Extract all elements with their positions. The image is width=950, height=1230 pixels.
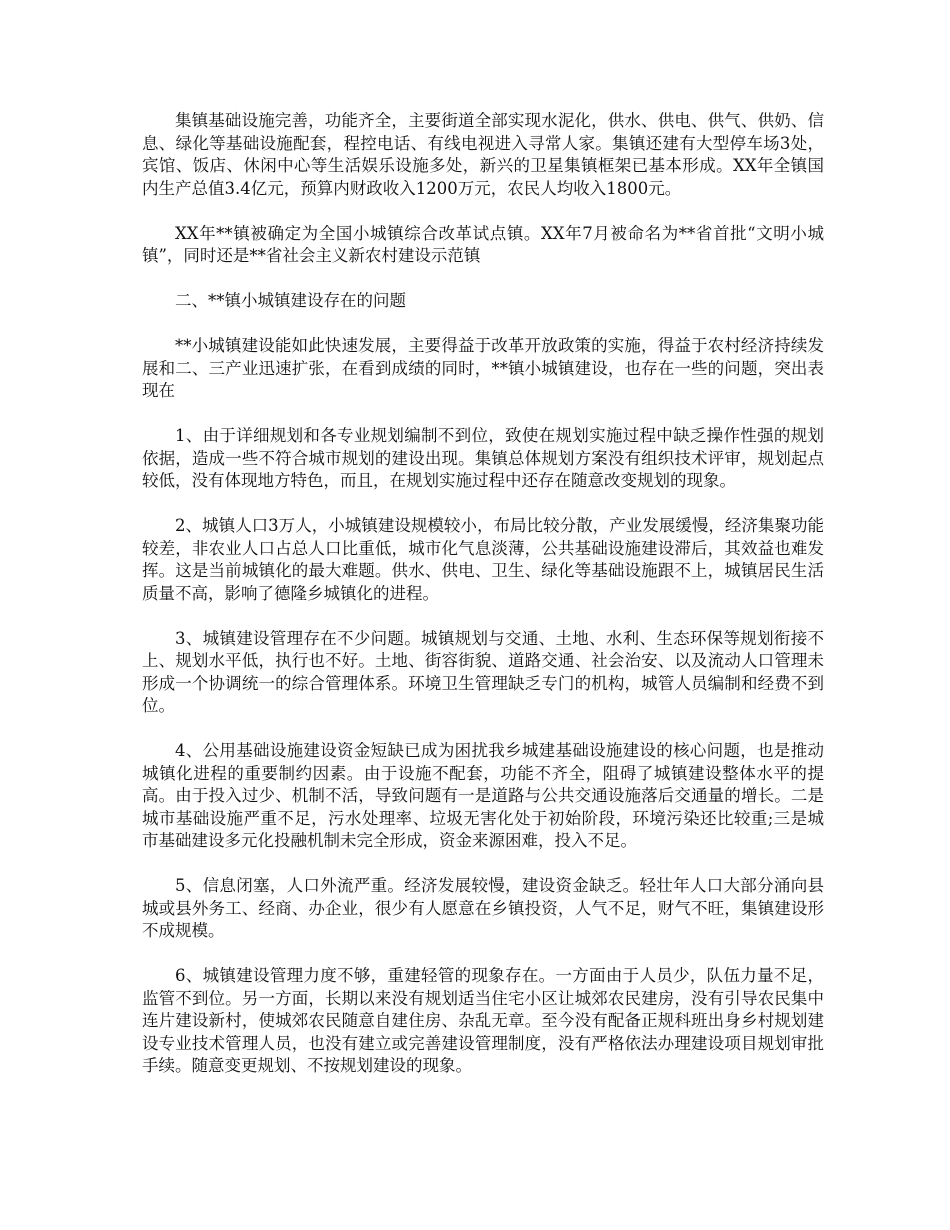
- paragraph-infrastructure: 集镇基础设施完善，功能齐全，主要街道全部实现水泥化，供水、供电、供气、供奶、信息、绿化等基础设施配套，程控电话、有线电视进入寻常人家。集镇还建有大型停车场3处，宾馆、饭店、休闲中心等生活娱乐设施多处，新兴的卫星集镇框架已基本形成。XX年全镇国内生产总值3.4亿元，预算内财政收入1200万元，农民人均收入1800元。: [142, 111, 824, 198]
- paragraph-problem-6: 6、城镇建设管理力度不够，重建轻管的现象存在。一方面由于人员少，队伍力量不足，监管不到位。另一方面，长期以来没有规划适当住宅小区让城郊农民建房，没有引导农民集中连片建设新村，使城郊农民随意自建住房、杂乱无章。至今没有配备正规科班出身乡村规划建设专业技术管理人员，也没有建立或完善建设管理制度，没有严格依法办理建设项目规划审批手续。随意变更规划、不按规划建设的现象。: [142, 966, 824, 1075]
- paragraph-problem-2: 2、城镇人口3万人，小城镇建设规模较小，布局比较分散，产业发展缓慢，经济集聚功能较差，非农业人口占总人口比重低，城市化气息淡薄，公共基础设施建设滞后，其效益也难发挥。这是当前城镇化的最大难题。供水、供电、卫生、绿化等基础设施跟不上，城镇居民生活质量不高，影响了德隆乡城镇化的进程。: [142, 516, 824, 603]
- paragraph-problem-1: 1、由于详细规划和各专业规划编制不到位，致使在规划实施过程中缺乏操作性强的规划依据，造成一些不符合城市规划的建设出现。集镇总体规划方案没有组织技术评审，规划起点较低，没有体现地方特色，而且，在规划实施过程中还存在随意改变规划的现象。: [142, 426, 824, 490]
- paragraph-intro-problems: **小城镇建设能如此快速发展，主要得益于改革开放政策的实施，得益于农村经济持续发展和二、三产业迅速扩张，在看到成绩的同时，**镇小城镇建设，也存在一些的问题，突出表现在: [142, 336, 824, 400]
- paragraph-problem-4: 4、公用基础设施建设资金短缺已成为困扰我乡城建基础设施建设的核心问题，也是推动城镇化进程的重要制约因素。由于设施不配套，功能不齐全，阻碍了城镇建设整体水平的提高。由于投入过少、机制不活，导致问题有一是道路与公共交通设施落后交通量的增长。二是城市基础设施严重不足，污水处理率、垃圾无害化处于初始阶段，环境污染还比较重;三是城市基础建设多元化投融机制未完全形成，资金来源困难，投入不足。: [142, 741, 824, 850]
- paragraph-problem-5: 5、信息闭塞，人口外流严重。经济发展较慢，建设资金缺乏。轻壮年人口大部分涌向县城或县外务工、经商、办企业，很少有人愿意在乡镇投资，人气不足，财气不旺，集镇建设形不成规模。: [142, 876, 824, 940]
- paragraph-pilot-town: XX年**镇被确定为全国小城镇综合改革试点镇。XX年7月被命名为**省首批“文明小城镇”，同时还是**省社会主义新农村建设示范镇: [142, 223, 824, 265]
- document-body: [142, 110, 824, 1100]
- section-heading-problems: 二、**镇小城镇建设存在的问题: [175, 291, 406, 310]
- paragraph-problem-3: 3、城镇建设管理存在不少问题。城镇规划与交通、土地、水利、生态环保等规划衔接不上、规划水平低，执行也不好。土地、街容街貌、道路交通、社会治安、以及流动人口管理未形成一个协调统一的综合管理体系。环境卫生管理缺乏专门的机构，城管人员编制和经费不到位。: [142, 628, 824, 715]
